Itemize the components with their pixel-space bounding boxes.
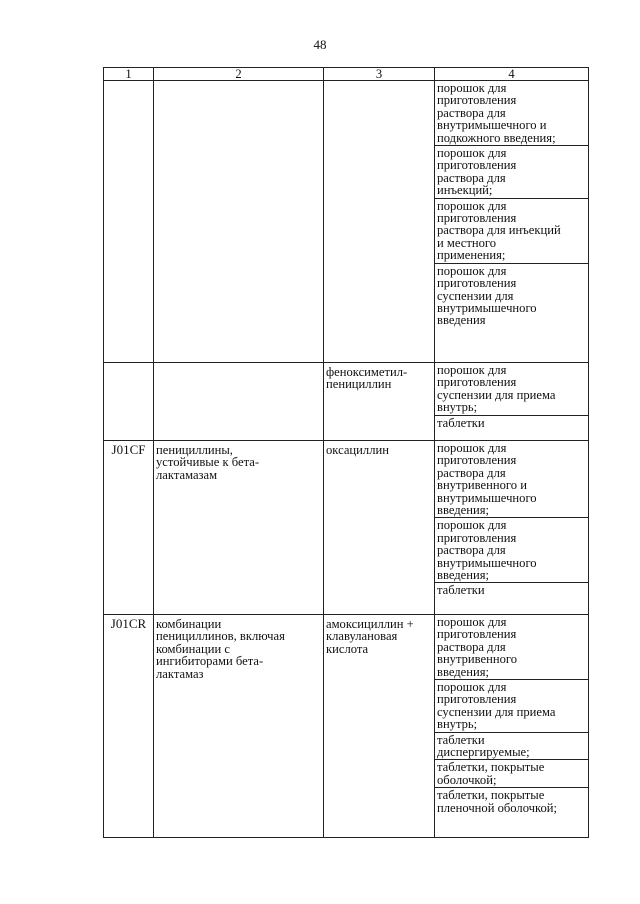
drug-name-cell: феноксиметил- пенициллин — [324, 363, 435, 441]
drug-name-cell: амоксициллин + клавулановая кислота — [324, 615, 435, 838]
atc-code-cell: J01CF — [104, 441, 154, 615]
group-cell: пенициллины, устойчивые к бета- лактамазам — [154, 441, 324, 615]
column-header-4: 4 — [435, 68, 589, 81]
header-row — [104, 68, 589, 81]
column-header-1: 1 — [104, 68, 154, 81]
dosage-form-item: порошок для приготовления суспензии для внутримышечного введения — [437, 263, 537, 328]
table-row — [104, 615, 589, 838]
dosage-forms-cell — [435, 81, 589, 363]
column-header-2: 2 — [154, 68, 324, 81]
dosage-form-item: таблетки, покрытые пленочной оболочкой; — [437, 788, 558, 815]
table-row — [104, 81, 589, 363]
dosage-form-item: таблетки — [437, 415, 485, 430]
table-row — [104, 363, 589, 441]
group-cell — [154, 363, 324, 441]
page-number: 48 — [313, 37, 327, 52]
group-cell — [154, 81, 324, 363]
drug-table — [103, 67, 589, 838]
dosage-form-item: таблетки диспергируемые; — [435, 733, 588, 761]
dosage-form-item: порошок для приготовления суспензии для приема внутрь; — [435, 680, 588, 733]
dosage-form-item: таблетки, покрытые оболочкой; — [435, 760, 588, 788]
dosage-form-item: порошок для приготовления раствора для внутримышечного введения; — [435, 518, 588, 583]
drug-name-cell — [324, 81, 435, 363]
dosage-form-item: порошок для приготовления раствора для инъекций; — [435, 146, 588, 199]
dosage-form-item: порошок для приготовления раствора для инъекций и местного применения; — [435, 199, 588, 264]
column-header-3: 3 — [324, 68, 435, 81]
dosage-form-item: таблетки — [437, 583, 485, 598]
atc-code-cell: J01CR — [104, 615, 154, 838]
dosage-forms-cell — [435, 441, 589, 615]
table-row — [104, 441, 589, 615]
drug-name-cell: оксациллин — [324, 441, 435, 615]
group-cell: комбинации пенициллинов, включая комбинации с ингибиторами бета- лактамаз — [154, 615, 324, 838]
dosage-form-item: порошок для приготовления раствора для внутривенного введения; — [435, 615, 588, 680]
dosage-form-item: порошок для приготовления раствора для внутримышечного и подкожного введения; — [435, 81, 588, 146]
dosage-forms-cell — [435, 363, 589, 441]
dosage-form-item: порошок для приготовления суспензии для приема внутрь; — [435, 363, 588, 416]
atc-code-cell — [104, 363, 154, 441]
atc-code-cell — [104, 81, 154, 363]
dosage-forms-cell — [435, 615, 589, 838]
dosage-form-item: порошок для приготовления раствора для внутривенного и внутримышечного введения; — [435, 441, 588, 518]
